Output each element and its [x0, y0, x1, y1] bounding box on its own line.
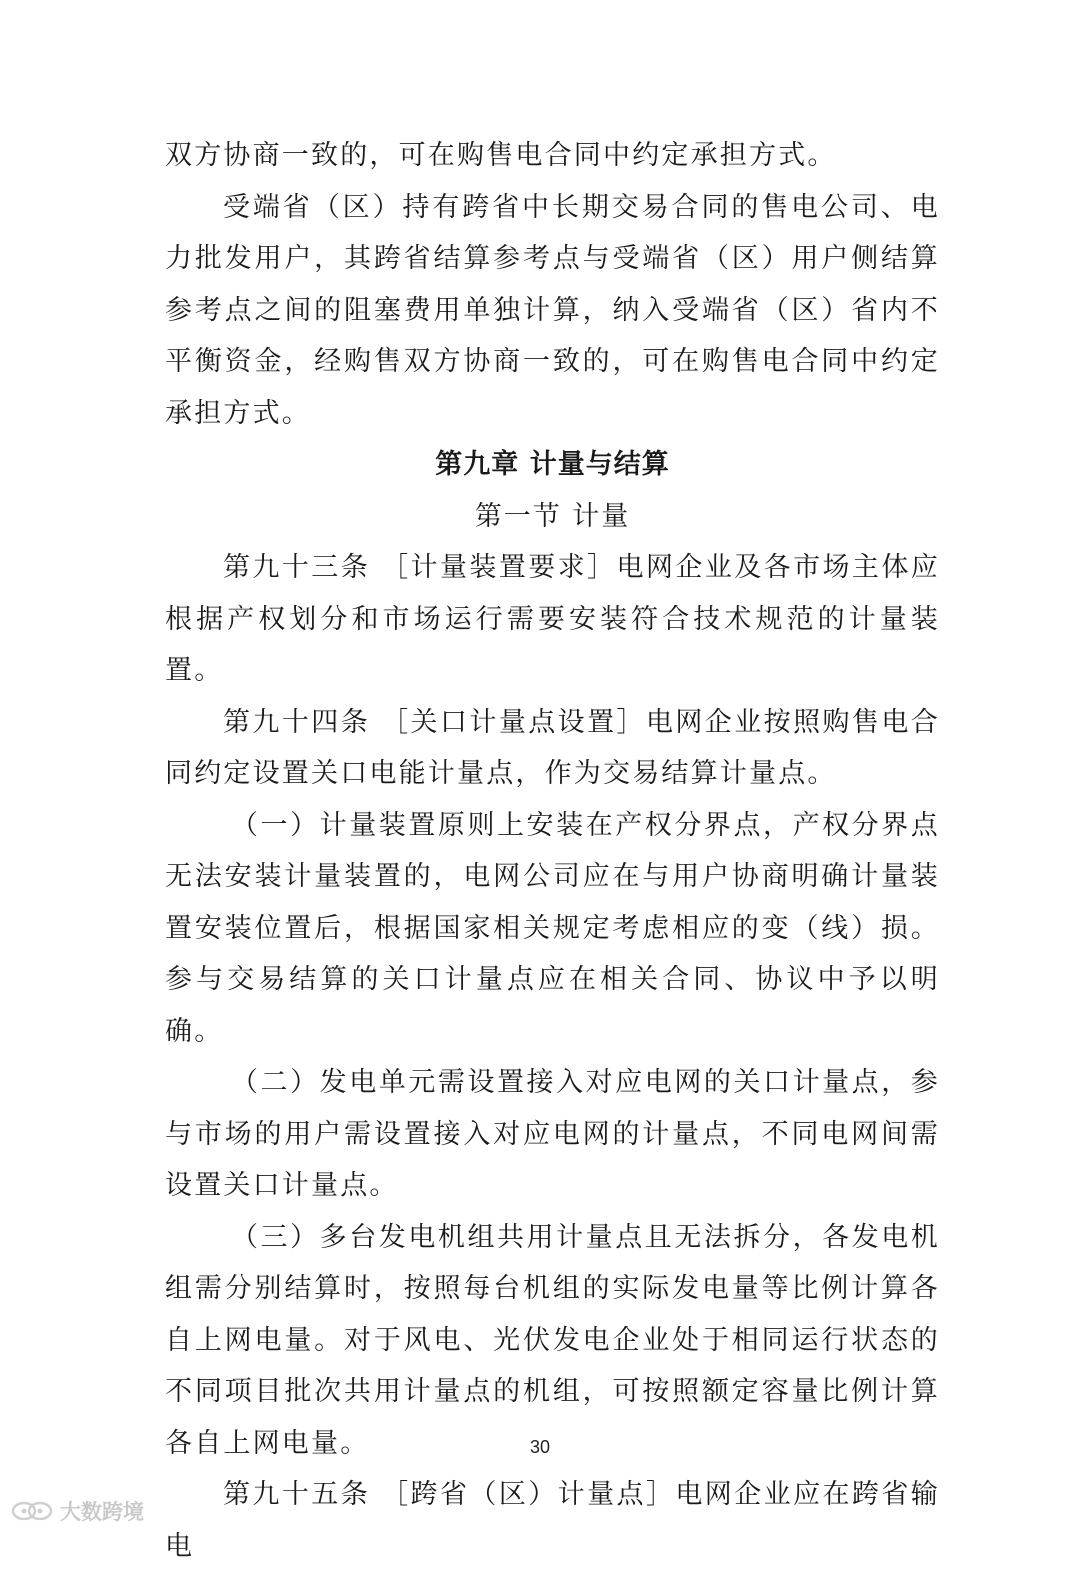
- document-body: [165, 130, 940, 1572]
- page-number: 30: [529, 1437, 551, 1457]
- article-94: 第九十四条 ［关口计量点设置］电网企业按照购售电合同约定设置关口电能计量点，作为交易结算计量点。: [165, 706, 940, 789]
- article-94-item-3: （三）多台发电机组共用计量点且无法拆分，各发电机组需分别结算时，按照每台机组的实际发电量等比例计算各自上网电量。对于风电、光伏发电企业处于相同运行状态的不同项目批次共用计量点的机组，可按照额定容量比例计算各自上网电量。: [165, 1221, 940, 1459]
- article-93: 第九十三条 ［计量装置要求］电网企业及各市场主体应根据产权划分和市场运行需要安装符合技术规范的计量装置。: [165, 552, 940, 686]
- watermark: [10, 1496, 144, 1526]
- section-heading: 第一节 计量: [474, 500, 631, 532]
- article-95: 第九十五条 ［跨省（区）计量点］电网企业应在跨省输电: [165, 1479, 940, 1562]
- paragraph-continuation: 双方协商一致的，可在购售电合同中约定承担方式。: [165, 140, 837, 171]
- cloud-logo-icon: [10, 1500, 54, 1522]
- chapter-heading: 第九章 计量与结算: [435, 449, 670, 480]
- article-94-item-1: （一）计量装置原则上安装在产权分界点，产权分界点无法安装计量装置的，电网公司应在与用户协商明确计量装置安装位置后，根据国家相关规定考虑相应的变（线）损。参与交易结算的关口计量点应在相关合同、协议中予以明确。: [165, 809, 940, 1047]
- paragraph-congestion-fee: 受端省（区）持有跨省中长期交易合同的售电公司、电力批发用户，其跨省结算参考点与受端省（区）用户侧结算参考点之间的阻塞费用单独计算，纳入受端省（区）省内不平衡资金，经购售双方协商一致的，可在购售电合同中约定承担方式。: [165, 191, 940, 429]
- article-94-item-2: （二）发电单元需设置接入对应电网的关口计量点，参与市场的用户需设置接入对应电网的计量点，不同电网间需设置关口计量点。: [165, 1067, 940, 1201]
- watermark-text: 大数跨境: [60, 1500, 144, 1524]
